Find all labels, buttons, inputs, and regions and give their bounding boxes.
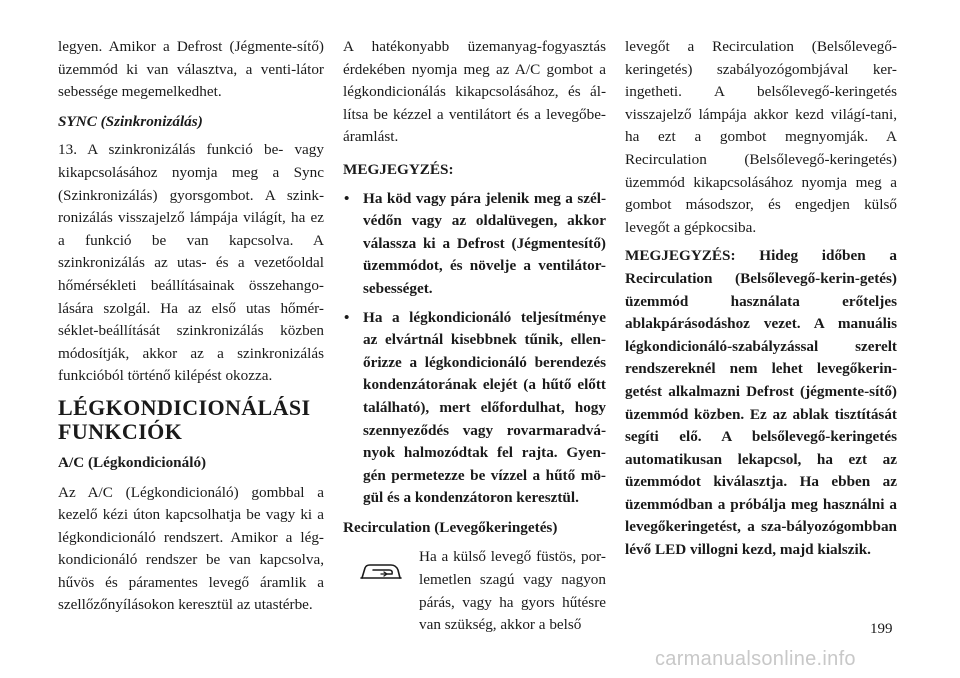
section-title-line-1: LÉGKONDICIONÁLÁSI xyxy=(58,394,311,420)
note-item-text: Ha köd vagy pára jelenik meg a szél-védőn vagy az oldalüvegen, akkor válassza ki a Defrost (Jégmentesítő) üzemmódot, és növelje a ventilátor-sebességet. xyxy=(363,189,606,297)
column-right xyxy=(625,36,897,562)
paragraph-defrost-end: legyen. Amikor a Defrost (Jégmente-sítő) üzemmód ki van választva, a venti-látor sebessége megemelkedhet. xyxy=(58,38,324,101)
column-left xyxy=(58,36,324,617)
bullet-marker: • xyxy=(344,189,350,207)
recirculation-heading: Recirculation (Levegőkeringetés) xyxy=(343,518,558,536)
note-heading: MEGJEGYZÉS: xyxy=(343,160,454,178)
paragraph-fuel-economy: A hatékonyabb üzemanyag-fogyasztás érdekében nyomja meg az A/C gombot a légkondicionálás kikapcsolásához, és ál-lítsa be kézzel a ventilátort és a levegőbe-áramlást. xyxy=(343,38,606,146)
note-item-text: Ha a légkondicionáló teljesítménye az elvártnál kisebbnek tűnik, ellen-őrizze a légkondicionáló berendezés kondenzátorának elejét (a hűtő előtt található), mert előfordulhat, hogy szennyeződés vagy rovarmaradvá-nyok halmozódtak fel rajta. Gyen-gén permetezze be vízzel a hűtő mö-gül és a kondenzátoron keresztül. xyxy=(363,308,606,507)
watermark: carmanualsonline.info xyxy=(655,648,856,670)
note-item xyxy=(343,307,606,510)
section-title xyxy=(58,396,324,444)
recirculation-text: Ha a külső levegő füstös, por-lemetlen szagú vagy nagyon párás, vagy ha gyors hűtésre van szükség, akkor a belső xyxy=(419,548,606,634)
section-title-line-2: FUNKCIÓK xyxy=(58,418,183,444)
recirculation-car-icon xyxy=(359,560,403,582)
paragraph-sync: 13. A szinkronizálás funkció be- vagy kikapcsolásához nyomja meg a Sync (Szinkronizálás) gyorsgombot. A szink-ronizálás visszajelző lámpája világít, ha ez a funkció be van kapcsolva. A szinkronizálás az utas- és a vezetőoldal hőmérsékleti beállításainak összehango-lására szolgál. Ha az első utas hőmér-séklet-beállítását szinkronizálás közben módosítják, akkor az a szinkronizálás funkcióból történő kilépést okozza. xyxy=(58,141,324,385)
note-cold-weather: MEGJEGYZÉS: Hideg időben a Recirculation (Belsőlevegő-kerin-getés) üzemmód használata erőteljes ablakpárásodáshoz vezet. A manuális légkondicionáló-szabályzással szerelt rendszereknél nem lehet levegőkerin-getést alkalmazni Defrost (jégmente-sítő) üzemmód közben. Ez az ablak tisztítását segíti elő. A belsőlevegő-keringetés automatikusan lekapcsol, ha ezt az üzemmódot kiválasztja. Ha ebben az üzemmódban a próbálja meg használni a levegőkeringetést, a sza-bályozógombban lévő LED villogni kezd, majd kialszik. xyxy=(625,247,897,559)
column-middle xyxy=(343,36,606,637)
ac-heading: A/C (Légkondicionáló) xyxy=(58,453,207,471)
note-list xyxy=(343,188,606,510)
paragraph-ac: Az A/C (Légkondicionáló) gombbal a kezelő kézi úton kapcsolhatja be vagy ki a légkondicionáló rendszert. Amikor a lég-kondicionáló rendszer be van kapcsolva, hűvös és páramentes levegő áramlik a szellőzőnyílásokon keresztül az utastérbe. xyxy=(58,483,324,614)
note-item xyxy=(343,188,606,301)
bullet-marker: • xyxy=(344,308,350,326)
recirculation-block xyxy=(343,546,606,636)
page-number: 199 xyxy=(870,621,893,637)
paragraph-recirculation-control: levegőt a Recirculation (Belsőlevegő-keringetés) szabályozógombjával ker-ingetheti. A belsőlevegő-keringetés visszajelző lámpája akkor kezd világí-tani, ha ezt a gombot megnyomják. A Recirculation (Belsőlevegő-keringetés) üzemmód kikapcsolásához nyomja meg a gombot másodszor, és engedjen külső levegőt a gépkocsiba. xyxy=(625,38,897,236)
sync-heading: SYNC (Szinkronizálás) xyxy=(58,112,203,130)
